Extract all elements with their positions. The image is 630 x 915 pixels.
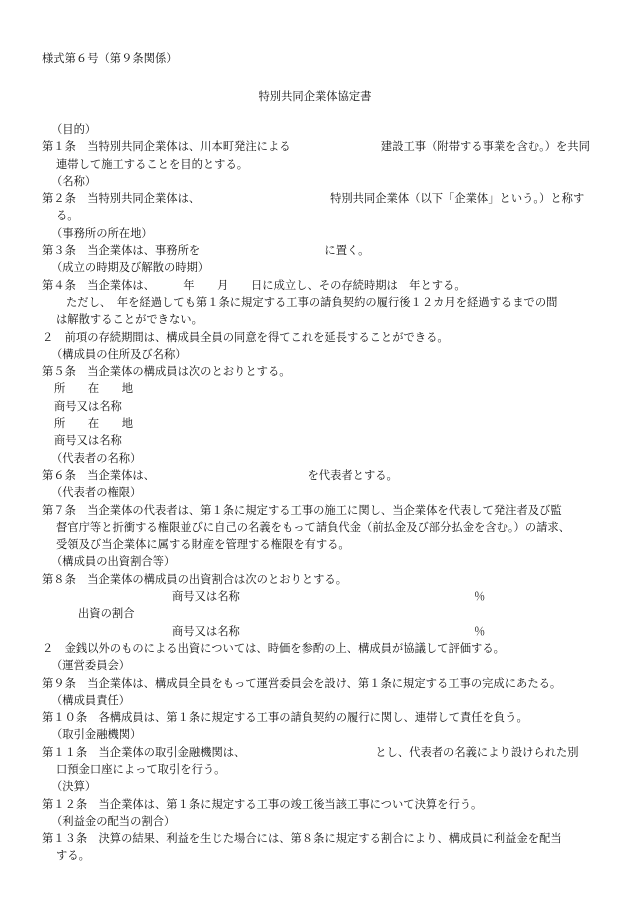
- heading-settlement: （決算）: [51, 780, 97, 794]
- heading-name: （名称）: [51, 174, 97, 188]
- article-12: 第１２条 当企業体は、第１条に規定する工事の竣工後当該工事について決算を行う。: [42, 797, 483, 811]
- investment-ratio-row: [42, 605, 592, 622]
- heading-representative-authority: （代表者の権限）: [51, 486, 142, 500]
- heading-purpose: （目的）: [51, 123, 97, 136]
- heading-member-liability: （構成員責任）: [51, 693, 131, 707]
- member-2-name-label: 商号又は名称: [54, 434, 122, 448]
- article-5: 第５条 当企業体の構成員は次のとおりとする。: [42, 365, 291, 379]
- article-1: 第１条 当特別共同企業体は、川本町発注による 建設工事（附帯する事業を含む。）を共同: [42, 140, 590, 154]
- article-3: 第３条 当企業体は、事務所を に置く。: [42, 244, 370, 258]
- investment-percent-2: ％: [474, 624, 486, 638]
- investment-ratio-label: 出資の割合: [78, 607, 135, 621]
- heading-members: （構成員の住所及び名称）: [51, 347, 187, 361]
- document-body: [42, 121, 592, 865]
- article-11: 第１１条 当企業体の取引金融機関は、 とし、代表者の名義により設けられた別: [42, 745, 579, 759]
- article-7-continued: 督官庁等と折衝する権限並びに自己の名義をもって請負代金（前払金及び部分払金を含む。）の請求、: [56, 520, 571, 534]
- heading-office: （事務所の所在地）: [51, 226, 153, 240]
- article-13-continued: する。: [56, 849, 90, 863]
- article-7: 第７条 当企業体の代表者は、第１条に規定する工事の施工に関し、当企業体を代表して発注者及び監: [42, 503, 562, 517]
- article-8-paragraph-2: ２ 金銭以外のものによる出資については、時価を参酌の上、構成員が協議して評価する。: [42, 641, 505, 655]
- article-4-proviso-continued: は解散することができない。: [56, 313, 203, 327]
- article-4-proviso: ただし、 年を経過しても第１条に規定する工事の請負契約の履行後１２カ月を経過するまでの間: [66, 295, 558, 309]
- heading-bank: （取引金融機関）: [51, 728, 142, 742]
- heading-investment-ratio: （構成員の出資割合等）: [51, 555, 176, 569]
- heading-steering-committee: （運営委員会）: [51, 659, 131, 673]
- investment-percent-1: ％: [474, 590, 486, 604]
- investment-row-1: [42, 588, 592, 605]
- article-1-continued: 連帯して施工することを目的とする。: [56, 157, 249, 171]
- heading-establishment: （成立の時期及び解散の時期）: [51, 261, 210, 275]
- article-2-continued: る。: [56, 209, 79, 223]
- investment-name-label-2: 商号又は名称: [172, 624, 240, 638]
- investment-row-2: [42, 623, 592, 640]
- article-13: 第１３条 決算の結果、利益を生じた場合には、第８条に規定する割合により、構成員に利益金を配当: [42, 832, 562, 846]
- article-4: 第４条 当企業体は、 年 月 日に成立し、その存続時期は 年とする。: [42, 278, 466, 292]
- heading-representative: （代表者の名称）: [51, 451, 142, 465]
- article-8: 第８条 当企業体の構成員の出資割合は次のとおりとする。: [42, 572, 348, 586]
- form-number: 様式第６号（第９条関係）: [42, 52, 178, 65]
- article-6: 第６条 当企業体は、 を代表者とする。: [42, 468, 398, 482]
- member-2-address-label: 所 在 地: [54, 417, 134, 431]
- article-9: 第９条 当企業体は、構成員全員をもって運営委員会を設け、第１条に規定する工事の完成にあたる。: [42, 676, 562, 690]
- article-11-continued: 口預金口座によって取引を行う。: [56, 762, 226, 776]
- member-1-name-label: 商号又は名称: [54, 399, 122, 413]
- article-2: 第２条 当特別共同企業体は、 特別共同企業体（以下「企業体」という。）と称す: [42, 192, 585, 206]
- article-7-continued-2: 受領及び当企業体に属する財産を管理する権限を有する。: [56, 538, 350, 552]
- member-1-address-label: 所 在 地: [54, 382, 134, 396]
- heading-profit-distribution: （利益金の配当の割合）: [51, 814, 176, 828]
- document-title: 特別共同企業体協定書: [258, 90, 372, 103]
- investment-name-label-1: 商号又は名称: [172, 590, 240, 604]
- article-10: 第１０条 各構成員は、第１条に規定する工事の請負契約の履行に関し、連帯して責任を負う。: [42, 711, 528, 725]
- article-4-paragraph-2: ２ 前項の存続期間は、構成員全員の同意を得てこれを延長することができる。: [42, 330, 449, 344]
